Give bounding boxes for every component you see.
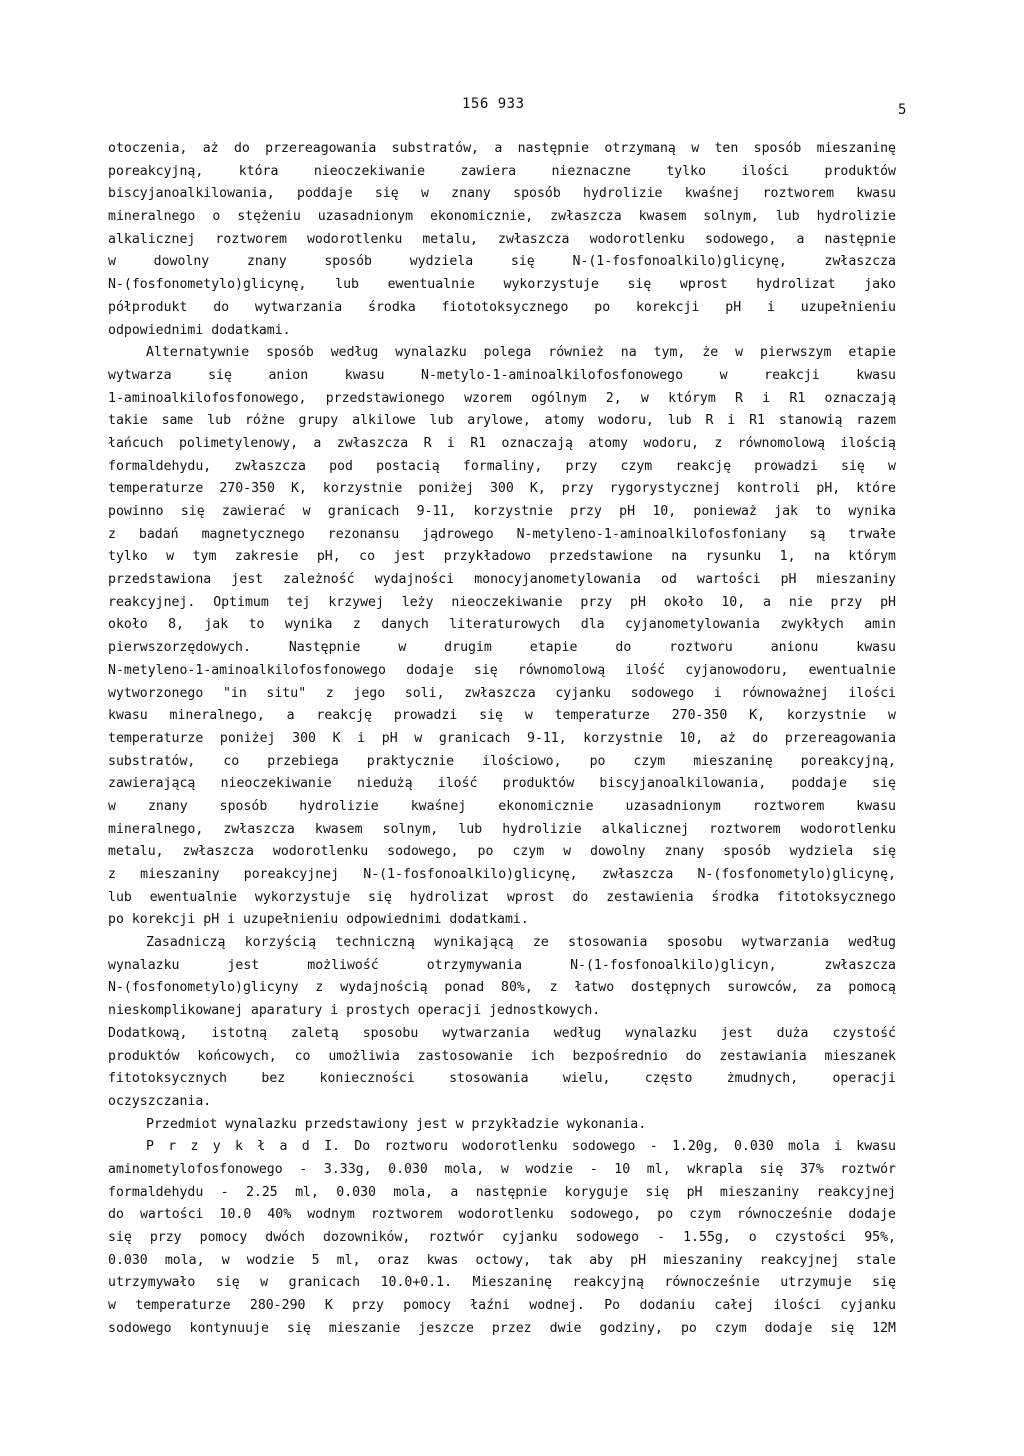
page-number: 5 bbox=[898, 102, 907, 118]
text-line: w temperaturze 280-290 K przy pomocy łaźni wodnej. Po dodaniu całej ilości cyjanku bbox=[108, 1298, 896, 1314]
text-line: powinno się zawierać w granicach 9-11, korzystnie przy pH 10, ponieważ jak to wynika bbox=[108, 504, 896, 519]
text-line: nieskomplikowanej aparatury i prostych operacji jednostkowych. bbox=[108, 1003, 601, 1019]
text-line: 1-aminoalkilofosfonowego, przedstawionego wzorem ogólnym 2, w którym R i R1 oznaczają bbox=[108, 390, 896, 406]
text-line: pierwszorzędowych. Następnie w drugim etapie do roztworu anionu kwasu bbox=[108, 640, 896, 656]
text-line: alkalicznej roztworem wodorotlenku metalu, zwłaszcza wodorotlenku sodowego, a następnie bbox=[108, 231, 896, 247]
text-line: łańcuch polimetylenowy, a zwłaszcza R i R1 oznaczają atomy wodoru, z równomolową ilością bbox=[108, 435, 896, 451]
text-line: N-(fosfonometylo)glicynę, lub ewentualnie wykorzystuje się wprost hydrolizat jako bbox=[108, 277, 896, 293]
text-line: lub ewentualnie wykorzystuje się hydrolizat wprost do zestawienia środka fitotoksycznego bbox=[108, 889, 896, 905]
text-line: substratów, co przebiega praktycznie ilościowo, po czym mieszaninę poreakcyjną, bbox=[108, 753, 896, 769]
text-line: N-metyleno-1-aminoalkilofosfonowego dodaje się równomolową ilość cyjanowodoru, ewentualnie bbox=[108, 662, 896, 678]
text-line: poreakcyjną, która nieoczekiwanie zawiera nieznaczne tylko ilości produktów bbox=[108, 163, 896, 179]
text-line: utrzymywało się w granicach 10.0+0.1. Mieszaninę reakcyjną równocześnie utrzymuje się bbox=[108, 1275, 896, 1291]
text-line: z badań magnetycznego rezonansu jądrowego N-metyleno-1-aminoalkilofosfoniany są trwałe bbox=[108, 526, 896, 542]
text-line: mineralnego o stężeniu uzasadnionym ekonomicznie, zwłaszcza kwasem solnym, lub hydrolizie bbox=[108, 209, 896, 225]
text-line: sodowego kontynuuje się mieszanie jeszcze przez dwie godziny, po czym dodaje się 12M bbox=[108, 1320, 896, 1336]
text-line: wytworzonego "in situ" z jego soli, zwłaszcza cyjanku sodowego i równoważnej ilości bbox=[108, 685, 896, 701]
text-line: metalu, zwłaszcza wodorotlenku sodowego, po czym w dowolny znany sposób wydziela się bbox=[108, 844, 896, 860]
text-line: temperaturze 270-350 K, korzystnie poniżej 300 K, przy rygorystycznej kontroli pH, które bbox=[108, 481, 896, 497]
text-line: temperaturze poniżej 300 K i pH w granicach 9-11, korzystnie 10, aż do przereagowania bbox=[108, 730, 896, 746]
text-line: takie same lub różne grupy alkilowe lub arylowe, atomy wodoru, lub R i R1 stanowią razem bbox=[108, 413, 896, 429]
text-line: zawierającą nieoczekiwanie niedużą ilość produktów biscyjanoalkilowania, poddaje się bbox=[108, 776, 896, 792]
text-line: przedstawiona jest zależność wydajności monocyjanometylowania od wartości pH mieszaniny bbox=[108, 572, 896, 588]
text-line: odpowiednimi dodatkami. bbox=[108, 322, 291, 338]
text-line: mineralnego, zwłaszcza kwasem solnym, lub hydrolizie alkalicznej roztworem wodorotlenku bbox=[108, 821, 896, 837]
text-line: w dowolny znany sposób wydziela się N-(1-fosfonoalkilo)glicynę, zwłaszcza bbox=[108, 254, 896, 270]
text-line: wynalazku jest możliwość otrzymywania N-(1-fosfonoalkilo)glicyn, zwłaszcza bbox=[108, 957, 896, 973]
text-line: Dodatkową, istotną zaletą sposobu wytwarzania według wynalazku jest duża czystość bbox=[108, 1025, 896, 1041]
text-line: aminometylofosfonowego - 3.33g, 0.030 mola, w wodzie - 10 ml, wkrapla się 37% roztwór bbox=[108, 1161, 896, 1177]
text-line: około 8, jak to wynika z danych literaturowych dla cyjanometylowania zwykłych amin bbox=[108, 617, 896, 633]
patent-number: 156 933 bbox=[462, 96, 525, 112]
text-line: oczyszczania. bbox=[108, 1093, 212, 1109]
text-line: N-(fosfonometylo)glicyny z wydajnością ponad 80%, z łatwo dostępnych surowców, za pomocą bbox=[108, 980, 896, 996]
text-line: formaldehydu, zwłaszcza pod postacią formaliny, przy czym reakcję prowadzi się w bbox=[108, 458, 896, 474]
text-line: Przedmiot wynalazku przedstawiony jest w przykładzie wykonania. bbox=[146, 1116, 647, 1132]
text-line: po korekcji pH i uzupełnieniu odpowiednimi dodatkami. bbox=[108, 912, 529, 928]
text-line: tylko w tym zakresie pH, co jest przykładowo przedstawione na rysunku 1, na którym bbox=[108, 549, 896, 565]
text-line: formaldehydu - 2.25 ml, 0.030 mola, a następnie koryguje się pH mieszaniny reakcyjnej bbox=[108, 1184, 896, 1200]
page-header bbox=[0, 96, 1024, 116]
text-line: otoczenia, aż do przereagowania substratów, a następnie otrzymaną w ten sposób mieszaninę bbox=[108, 141, 896, 156]
text-line: się przy pomocy dwóch dozowników, roztwór cyjanku sodowego - 1.55g, o czystości 95%, bbox=[108, 1230, 896, 1245]
text-line: P r z y k ł a d I. Do roztworu wodorotlenku sodowego - 1.20g, 0.030 mola i kwasu bbox=[146, 1139, 896, 1155]
text-line: wytwarza się anion kwasu N-metylo-1-aminoalkilofosfonowego w reakcji kwasu bbox=[108, 367, 896, 383]
text-line: produktów końcowych, co umożliwia zastosowanie ich bezpośrednio do zestawiania mieszanek bbox=[108, 1048, 896, 1064]
text-line: kwasu mineralnego, a reakcję prowadzi się w temperaturze 270-350 K, korzystnie w bbox=[108, 708, 896, 724]
text-line: 0.030 mola, w wodzie 5 ml, oraz kwas octowy, tak aby pH mieszaniny reakcyjnej stale bbox=[108, 1252, 896, 1268]
text-line: do wartości 10.0 40% wodnym roztworem wodorotlenku sodowego, po czym równocześnie dodaje bbox=[108, 1207, 896, 1223]
text-line: półprodukt do wytwarzania środka fiototoksycznego po korekcji pH i uzupełnieniu bbox=[108, 299, 896, 315]
text-line: z mieszaniny poreakcyjnej N-(1-fosfonoalkilo)glicynę, zwłaszcza N-(fosfonometylo)glicynę, bbox=[108, 867, 896, 882]
text-line: fitotoksycznych bez konieczności stosowania wielu, często żmudnych, operacji bbox=[108, 1071, 896, 1087]
document-body bbox=[108, 138, 896, 1340]
text-line: reakcyjnej. Optimum tej krzywej leży nieoczekiwanie przy pH około 10, a nie przy pH bbox=[108, 594, 896, 610]
text-line: Alternatywnie sposób według wynalazku polega również na tym, że w pierwszym etapie bbox=[146, 345, 896, 361]
text-line: Zasadniczą korzyścią techniczną wynikającą ze stosowania sposobu wytwarzania według bbox=[146, 935, 896, 951]
text-line: w znany sposób hydrolizie kwaśnej ekonomicznie uzasadnionym roztworem kwasu bbox=[108, 798, 896, 814]
text-line: biscyjanoalkilowania, poddaje się w znany sposób hydrolizie kwaśnej roztworem kwasu bbox=[108, 186, 896, 202]
